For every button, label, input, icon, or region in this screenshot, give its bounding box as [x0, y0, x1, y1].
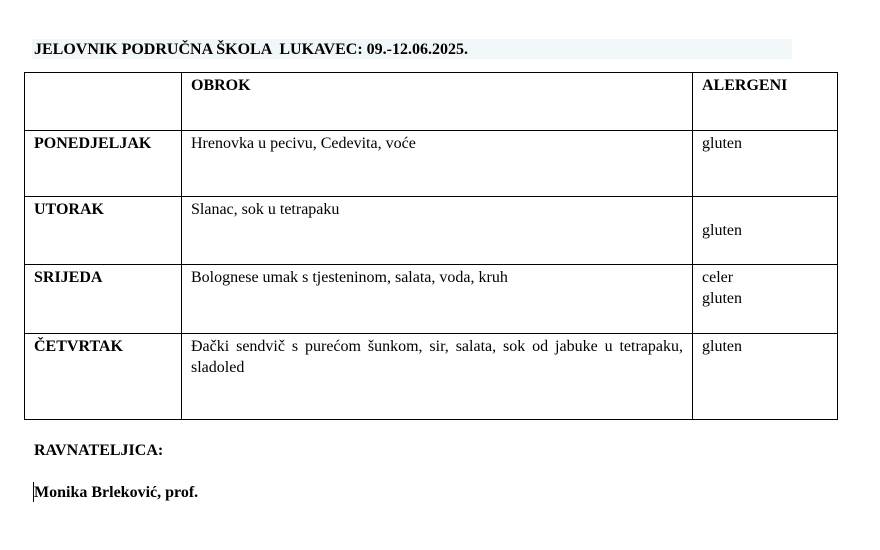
table-row — [25, 197, 838, 265]
empty-line — [702, 199, 828, 220]
allergen-item: gluten — [702, 222, 742, 239]
signature-name[interactable]: Monika Brleković, prof. — [34, 484, 199, 501]
allergens-cell — [693, 334, 838, 420]
table-header-row — [25, 73, 838, 131]
allergens-cell — [693, 131, 838, 197]
meal-cell: Đački sendvič s purećom šunkom, sir, salata, sok od jabuke u tetrapaku, sladoled — [182, 334, 693, 420]
header-day-cell — [25, 73, 182, 131]
meal-cell: Bolognese umak s tjesteninom, salata, voda, kruh — [182, 265, 693, 334]
day-cell: UTORAK — [25, 197, 182, 265]
signature-label: RAVNATELJICA: — [34, 442, 164, 459]
table-row — [25, 131, 838, 197]
day-cell: ČETVRTAK — [25, 334, 182, 420]
header-allergens-cell: ALERGENI — [693, 73, 838, 131]
document-title: JELOVNIK PODRUČNA ŠKOLA LUKAVEC: 09.-12.06.2025. — [34, 41, 468, 58]
allergen-item: gluten — [702, 290, 742, 307]
menu-table — [24, 72, 838, 420]
day-cell: PONEDJELJAK — [25, 131, 182, 197]
allergen-item: gluten — [702, 135, 742, 152]
table-row — [25, 334, 838, 420]
day-cell: SRIJEDA — [25, 265, 182, 334]
allergen-item: celer — [702, 269, 734, 286]
meal-cell: Slanac, sok u tetrapaku — [182, 197, 693, 265]
meal-cell: Hrenovka u pecivu, Cedevita, voće — [182, 131, 693, 197]
table-row — [25, 265, 838, 334]
allergen-item: gluten — [702, 338, 742, 355]
allergens-cell — [693, 197, 838, 265]
header-meal-cell: OBROK — [182, 73, 693, 131]
allergens-cell — [693, 265, 838, 334]
